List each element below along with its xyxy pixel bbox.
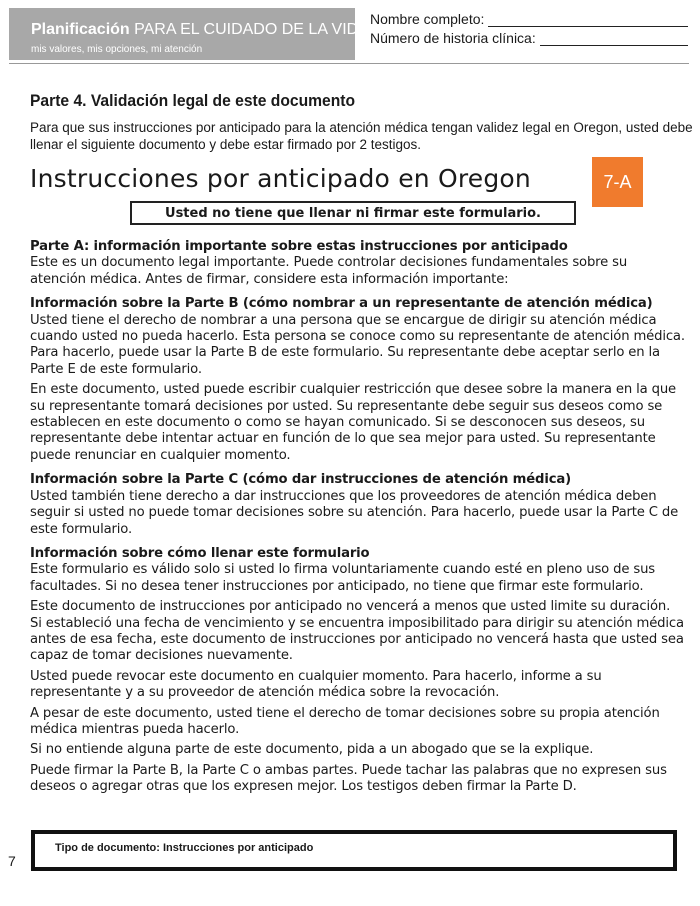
header-title <box>31 21 369 39</box>
section-how-to <box>30 546 685 796</box>
full-name-line[interactable] <box>488 14 688 27</box>
paragraph: Este es un documento legal importante. Puede controlar decisiones fundamentales sobre su atención médica. Antes de firmar, considere esta información importante: <box>30 255 628 287</box>
paragraph: Puede firmar la Parte B, la Parte C o ambas partes. Puede tachar las palabras que no expresen sus deseos o agregar otras que los expresen mejor. Los testigos deben firmar la Parte D. <box>30 762 667 795</box>
paragraph: Usted puede revocar este documento en cualquier momento. Para hacerlo, informe a su representante y a su proveedor de atención médica sobre la revocación. <box>30 668 602 701</box>
part4-heading: Parte 4. Validación legal de este documento <box>30 91 356 110</box>
paragraph: Usted también tiene derecho a dar instrucciones que los proveedores de atención médica deben seguir si usted no puede tomar decisiones sobre su atención. Para hacerlo, puede usar la Parte C de este formulario. <box>30 488 679 537</box>
form-body <box>30 239 685 804</box>
document-type-label: Tipo de documento: Instrucciones por anticipado <box>55 842 314 854</box>
paragraph: Este documento de instrucciones por anticipado no vencerá a menos que usted limite su duración. Si estableció una fecha de vencimiento y se encuentra imposibilitado para dirigir su atención médica antes de esa fecha, este documento de instrucciones por anticipado no vencerá hasta que usted sea capaz de tomar decisiones nuevamente. <box>30 599 684 664</box>
record-number-label: Número de historia clínica: <box>370 30 536 46</box>
form-title: Instrucciones por anticipado en Oregon <box>30 164 531 193</box>
header-title-bold: Planificación <box>31 21 130 38</box>
section-heading: Información sobre la Parte C (cómo dar instrucciones de atención médica) <box>30 472 571 488</box>
header-divider <box>9 63 689 64</box>
section-part-a <box>30 239 685 288</box>
section-heading: Información sobre cómo llenar este formulario <box>30 545 370 561</box>
header-title-rest: PARA EL CUIDADO DE LA VIDA <box>129 21 369 38</box>
header-subtitle: mis valores, mis opciones, mi atención <box>31 44 203 55</box>
section-heading: Parte A: información importante sobre estas instrucciones por anticipado <box>30 239 568 254</box>
paragraph: A pesar de este documento, usted tiene el derecho de tomar decisiones sobre su propia atención médica mientras pueda hacerlo. <box>30 705 660 737</box>
notice-box: Usted no tiene que llenar ni firmar este formulario. <box>130 201 576 225</box>
full-name-label: Nombre completo: <box>370 11 485 27</box>
section-part-c <box>30 472 685 538</box>
paragraph: Si no entiende alguna parte de este documento, pida a un abogado que se la explique. <box>30 742 594 758</box>
document-type-box <box>31 830 677 871</box>
form-badge: 7-A <box>592 157 643 207</box>
part4-intro: Para que sus instrucciones por anticipado para la atención médica tengan validez legal en Oregon, usted debe llenar el siguiente documento y debe estar firmado por 2 testigos. <box>30 120 693 152</box>
record-number-line[interactable] <box>540 33 688 46</box>
paragraph: En este documento, usted puede escribir cualquier restricción que desee sobre la manera en la que su representante tomará decisiones por usted. Su representante debe seguir sus deseos como se establecen en este documento o como se hayan comunicado. Si se desconocen sus deseos, su representante debe intentar actuar en función de lo que sea mejor para usted. Su representante puede renunciar en cualquier momento. <box>30 382 677 463</box>
header-band <box>9 8 369 60</box>
full-name-field[interactable] <box>370 9 688 27</box>
section-heading: Información sobre la Parte B (cómo nombrar a un representante de atención médica) <box>30 296 653 312</box>
section-part-b <box>30 296 685 464</box>
page-number: 7 <box>8 853 16 869</box>
paragraph: Usted tiene el derecho de nombrar a una persona que se encargue de dirigir su atención médica cuando usted no pueda hacerlo. Esta persona se conoce como su representante de atención médica. Para hacerlo, puede usar la Parte B de este formulario. Su representante debe aceptar serlo en la Parte E de este formulario. <box>30 312 685 377</box>
paragraph: Este formulario es válido solo si usted lo firma voluntariamente cuando esté en pleno uso de sus facultades. Si no desea tener instrucciones por anticipado, no tiene que firmar este formulario. <box>30 562 656 594</box>
record-number-field[interactable] <box>370 28 688 46</box>
